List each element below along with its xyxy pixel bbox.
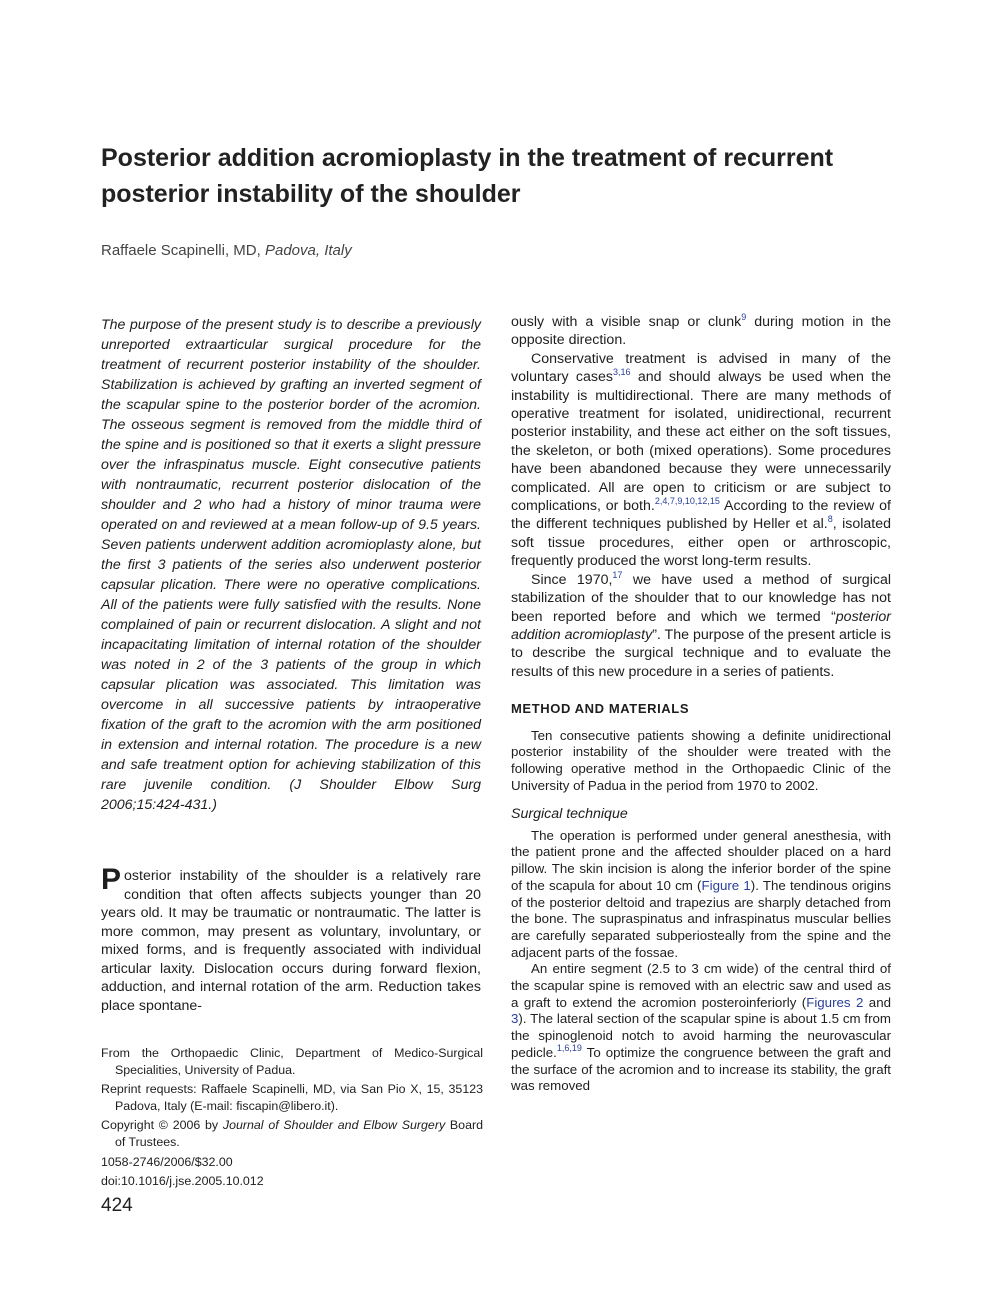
doi-note: doi:10.1016/j.jse.2005.10.012 [101, 1174, 264, 1189]
text-run: and should always be used when the instability is multidirectional. There are many methods of operative treatment for isolated, unidirectional, recurrent posterior instability, and these act either on the soft tissues, the skeleton, or both (mixed operations). Some procedures have been abandoned because they were unnecessarily complicated. All are open to criticism or are subject to complications, or both. [511, 369, 891, 515]
abstract: The purpose of the present study is to describe a previously unreported extraarticular surgical procedure for the treatment of recurrent posterior instability of the shoulder. Stabilization is achieved by grafting an inverted segment of the scapular spine to the posterior border of the acromion. The osseous segment is removed from the middle third of the spine and is positioned so that it exerts a slight pressure over the infraspinatus muscle. Eight consecutive patients with nontraumatic, recurrent posterior dislocation of the shoulder and 2 who had a history of minor trauma were operated on and reviewed at a mean follow-up of 9.5 years. Seven patients underwent addition acromioplasty alone, but the first 3 patients of the series also underwent posterior capsular plication. There were no operative complications. All of the patients were fully satisfied with the results. None complained of pain or recurrent dislocation. A slight and not incapacitating limitation of internal rotation of the shoulder was noted in 2 of the 3 patients of the group in which capsular plication was associated. This limitation was overcome in all successive patients by intraoperative fixation of the graft to the acromion with the arm positioned in extension and internal rotation. The procedure is a new and safe treatment option for achieving stabilization of this rare juvenile condition. (J Shoulder Elbow Surg 2006;15:424-431.) [101, 317, 481, 813]
page-title: Posterior addition acromioplasty in the treatment of recurrent posterior instability of the shoulder [101, 144, 834, 208]
text-run: An entire segment (2.5 to 3 cm wide) of the central third of the scapular spine is removed with an electric saw and used as a graft to extend the acromion posteroinferiorly ( [511, 961, 891, 1010]
affiliation-note: From the Orthopaedic Clinic, Department of Medico-Surgical Specialities, University of Padua. [101, 1046, 483, 1077]
footnotes [101, 1045, 483, 1193]
page-number: 424 [101, 1195, 133, 1216]
citation-ref[interactable]: 2,4,7,9,10,12,15 [654, 496, 720, 507]
emphasis-term: posterior addition acromioplasty [511, 608, 891, 643]
text-run: , isolated soft tissue procedures, either open or arthroscopic, frequently produced the worst long-term results. [511, 516, 891, 570]
citation-ref[interactable]: 3,16 [612, 367, 631, 378]
text-run: According to the review of the different techniques published by Heller et al. [511, 498, 891, 533]
copyright-journal: Journal of Shoulder and Elbow Surgery [222, 1118, 446, 1133]
reprint-note: Reprint requests: Raffaele Scapinelli, MD, via San Pio X, 15, 35123 Padova, Italy (E-mail: fiscapin@libero.it). [101, 1082, 483, 1113]
author-line [101, 241, 701, 261]
copyright-prefix: Copyright © 2006 by [101, 1118, 219, 1133]
subheading-surgical-technique: Surgical technique [511, 806, 628, 823]
citation-ref[interactable]: 17 [612, 569, 623, 580]
paragraph-continued [511, 313, 891, 350]
author-location: Padova, Italy [264, 242, 352, 259]
text-run: To optimize the congruence between the graft and the surface of the acromion and to increase its stability, the graft was removed [511, 1044, 891, 1094]
right-column [511, 313, 891, 1095]
paragraph-conservative [511, 350, 891, 571]
text-run: ”. The purpose of the present article is to describe the surgical technique and to evaluate the results of this new procedure in a series of patients. [511, 626, 891, 680]
paragraph-methods: Ten consecutive patients showing a definite unidirectional posterior instability of the shoulder were treated with the following operative method in the Orthopaedic Clinic of the University of Padua in the period from 1970 to 2002. [511, 727, 891, 793]
text-run: Since 1970, [531, 571, 613, 588]
figure-link[interactable]: 3 [511, 1011, 519, 1027]
text-run: ). The tendinous origins of the posterior deltoid and trapezius are sharply detached from the bone. The supraspinatus and infraspinatus muscular bellies are carefully separated subperiosteally from the spine and the adjacent parts of the fossae. [511, 877, 891, 960]
text-run: Conservative treatment is advised in many of the voluntary cases [511, 350, 891, 386]
text-run: during motion in the opposite direction. [511, 314, 891, 349]
citation-ref[interactable]: 9 [741, 312, 747, 322]
drop-cap: P [101, 863, 122, 896]
section-heading-methods: METHOD AND MATERIALS [511, 701, 690, 717]
copyright-note [101, 1117, 483, 1150]
text-run: we have used a method of surgical stabilization of the shoulder that to our knowledge has not been reported before and which we termed “ [511, 571, 891, 625]
citation-ref[interactable]: 8 [827, 514, 833, 525]
intro-text: osterior instability of the shoulder is a relatively rare condition that often affects subjects younger than 20 years old. It may be traumatic or nontraumatic. The latter is more common, may present as voluntary, involuntary, or mixed forms, and is frequently associated with individual articular laxity. Dislocation occurs during forward flexion, adduction, and internal rotation of the arm. Reduction takes place spontane- [101, 868, 481, 1014]
issn-note: 1058-2746/2006/$32.00 [101, 1154, 233, 1169]
citation-ref[interactable]: 1,6,19 [556, 1042, 582, 1053]
paragraph-segment [511, 961, 891, 1095]
text-run: The operation is performed under general anesthesia, with the patient prone and the affected shoulder placed on a hard pillow. The skin incision is along the inferior border of the spine of the scapula for about 10 cm ( [511, 827, 891, 893]
text-run: and [863, 994, 891, 1010]
figure-link[interactable]: Figure 1 [701, 877, 751, 893]
text-run: ously with a visible snap or clunk [511, 314, 742, 330]
text-run: ). The lateral section of the scapular spine is about 1.5 cm from the spinoglenoid notch to avoid harming the neurovascular pedicle. [511, 1011, 891, 1060]
intro-paragraph [101, 863, 481, 1015]
copyright-suffix: Board of Trustees. [115, 1118, 483, 1149]
paragraph-operation [511, 828, 891, 962]
author-name: Raffaele Scapinelli, MD, [101, 242, 261, 259]
paragraph-since-1970 [511, 571, 891, 681]
figure-link[interactable]: Figures 2 [806, 994, 864, 1010]
